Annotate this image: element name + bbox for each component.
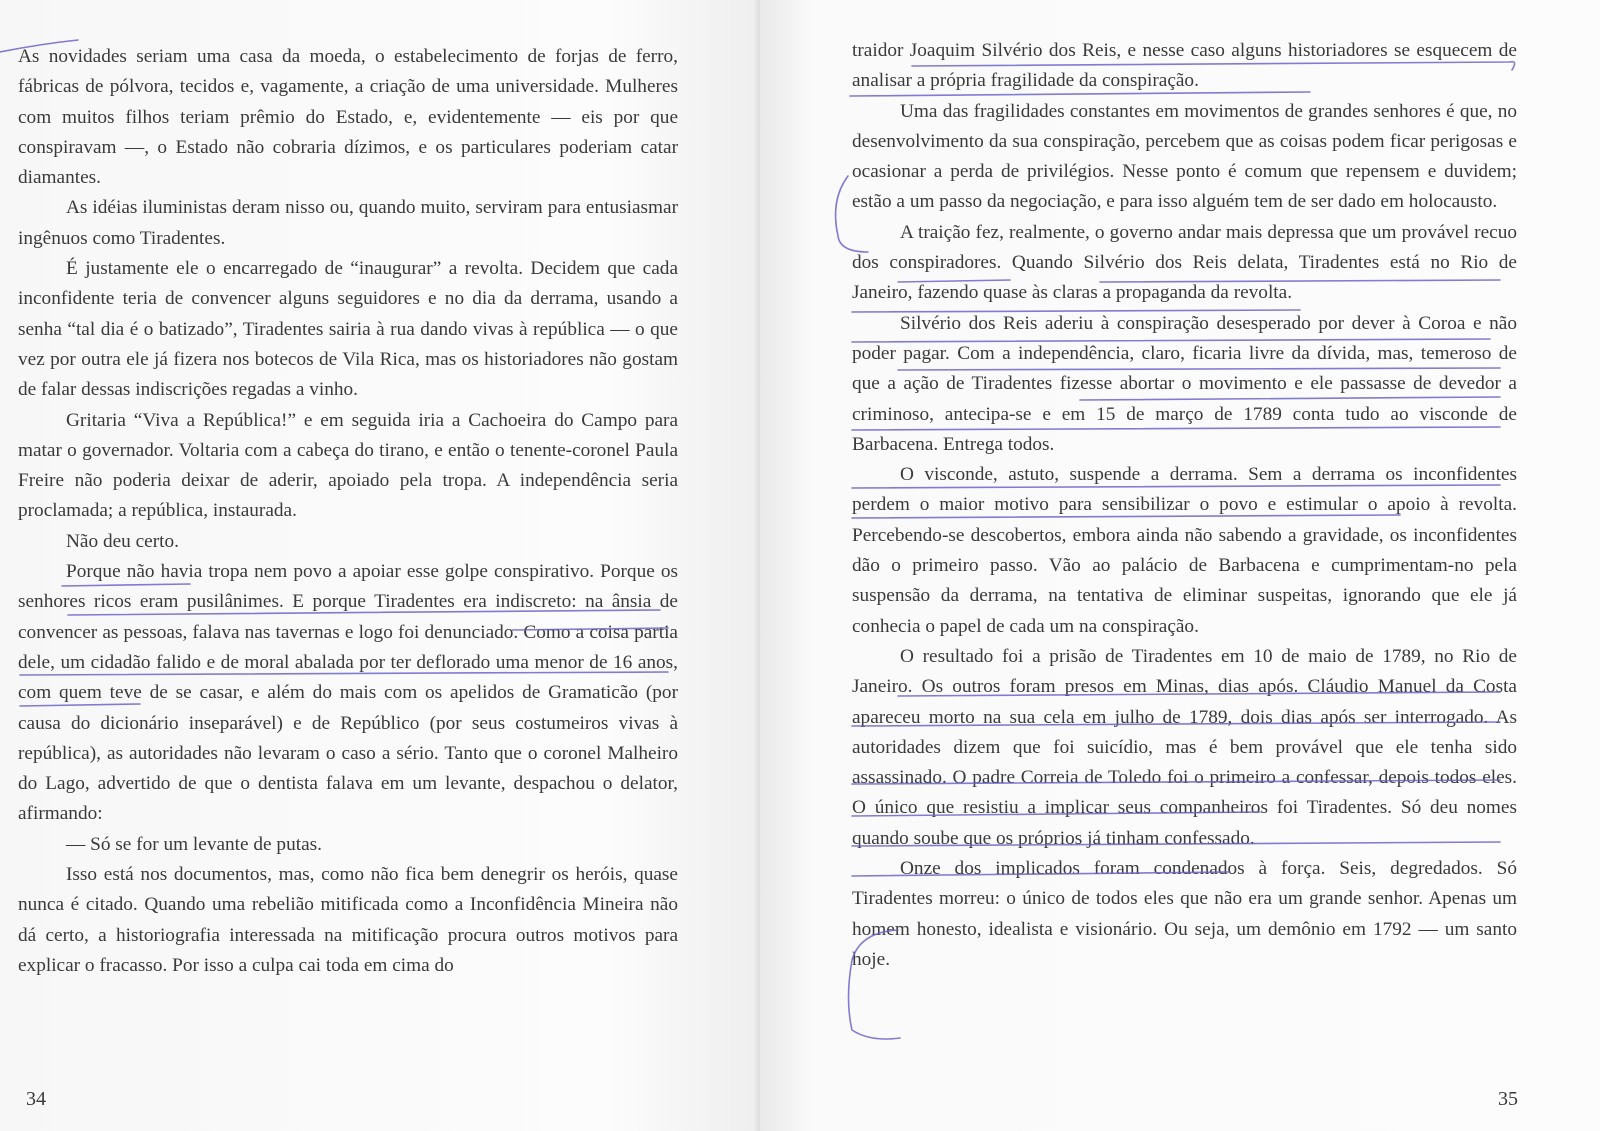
- paragraph: traidor Joaquim Silvério dos Reis, e nesse caso alguns historiadores se esquecem de analisar a própria fragilidade da conspiração.: [852, 40, 1517, 92]
- paragraph: Uma das fragilidades constantes em movimentos de grandes senhores é que, no desenvolvimento da sua conspiração, percebem que as coisas podem ficar perigosas e ocasionar a perda de privilégios. Nesse ponto é comum que repensem e duvidem; estão a um passo da negociação, e para isso alguém tem de ser dado em holocausto.: [852, 100, 1517, 213]
- paragraph: As idéias iluministas deram nisso ou, quando muito, serviram para entusiasmar ingênuos como Tiradentes.: [18, 197, 678, 249]
- paragraph: Isso está nos documentos, mas, como não fica bem denegrir os heróis, quase nunca é citado. Quando uma rebelião mitificada como a Inconfidência Mineira não dá certo, a historiografia interessada na mitificação procura outros motivos para explicar o fracasso. Por isso a culpa cai toda em cima do: [18, 864, 678, 976]
- paragraph: Não deu certo.: [66, 530, 179, 552]
- paragraph: As novidades seriam uma casa da moeda, o estabelecimento de forjas de ferro, fábricas de pólvora, tecidos e, vagamente, a criação de uma universidade. Mulheres com muitos filhos teriam prêmio do Estado, e, evidentemente — eis por que conspiravam —, o Estado não cobraria dízimos, e os particulares poderiam catar diamantes.: [18, 46, 678, 189]
- paragraph: Gritaria “Viva a República!” e em seguida iria a Cachoeira do Campo para matar o governador. Voltaria com a cabeça do tirano, e então o tenente-coronel Paula Freire não poderia deixar de aderir, apoiado pela tropa. A independência seria proclamada; a república, instaurada.: [18, 409, 678, 522]
- paragraph: — Só se for um levante de putas.: [66, 833, 322, 855]
- left-page-text: [18, 42, 678, 981]
- paragraph: Silvério dos Reis aderiu à conspiração desesperado por dever à Coroa e não poder pagar. Com a independência, claro, ficaria livre da dívida, mas, temeroso de que a ação de Tiradentes fizesse abortar o movimento e ele passasse de devedor a criminoso, antecipa-se e em 15 de março de 1789 conta tudo ao visconde de Barbacena. Entrega todos.: [852, 312, 1517, 455]
- paragraph: É justamente ele o encarregado de “inaugurar” a revolta. Decidem que cada inconfidente teria de convencer alguns seguidores e no dia da derrama, usando a senha “tal dia é o batizado”, Tiradentes sairia à rua dando vivas à república — o que vez por outra ele já fizera nos botecos de Vila Rica, mas os historiadores não gostam de falar dessas indiscrições regadas a vinho.: [18, 258, 678, 401]
- paragraph: Onze dos implicados foram condenados à força. Seis, degredados. Só Tiradentes morreu: o único de todos eles que não era um grande senhor. Apenas um homem honesto, idealista e visionário. Ou seja, um demônio em 1792 — um santo hoje.: [852, 858, 1517, 970]
- right-page-text: [852, 36, 1517, 975]
- right-page: [760, 0, 1600, 1131]
- page-number: 34: [26, 1088, 46, 1110]
- page-number: 35: [1498, 1088, 1518, 1110]
- paragraph: O resultado foi a prisão de Tiradentes em 10 de maio de 1789, no Rio de Janeiro. Os outros foram presos em Minas, dias após. Cláudio Manuel da Costa apareceu morto na sua cela em julho de 1789, dois dias após ser interrogado. As autoridades dizem que foi suicídio, mas é bem provável que ele tenha sido assassinado. O padre Correia de Toledo foi o primeiro a confessar, depois todos eles. O único que resistiu a implicar seus companheiros foi Tiradentes. Só deu nomes quando soube que os próprios já tinham confessado.: [852, 645, 1517, 849]
- paragraph: Porque não havia tropa nem povo a apoiar esse golpe conspirativo. Porque os senhores ricos eram pusilânimes. E porque Tiradentes era indiscreto: na ânsia de convencer as pessoas, falava nas tavernas e logo foi denunciado. Como a coisa partia dele, um cidadão falido e de moral abalada por ter deflorado uma menor de 16 anos, com quem teve de se casar, e além do mais com os apelidos de Gramaticão (por causa do dicionário inseparável) e de Repúblico (por seus costumeiros vivas à república), as autoridades não levaram o caso a sério. Tanto que o coronel Malheiro do Lago, advertido de que o dentista falava em um levante, despachou o delator, afirmando:: [18, 561, 678, 825]
- paragraph: O visconde, astuto, suspende a derrama. Sem a derrama os inconfidentes perdem o maior motivo para sensibilizar o povo e estimular o apoio à revolta. Percebendo-se descobertos, embora ainda não sabendo a gravidade, os inconfidentes dão o primeiro passo. Vão ao palácio de Barbacena e cumprimentam-no pela suspensão da derrama, na tentativa de eliminar suspeitas, ignorando que ele já conhecia o papel de cada um na conspiração.: [852, 464, 1517, 637]
- paragraph: A traição fez, realmente, o governo andar mais depressa que um provável recuo dos conspiradores. Quando Silvério dos Reis delata, Tiradentes está no Rio de Janeiro, fazendo quase às claras a propaganda da revolta.: [852, 221, 1517, 304]
- left-page: [0, 0, 760, 1131]
